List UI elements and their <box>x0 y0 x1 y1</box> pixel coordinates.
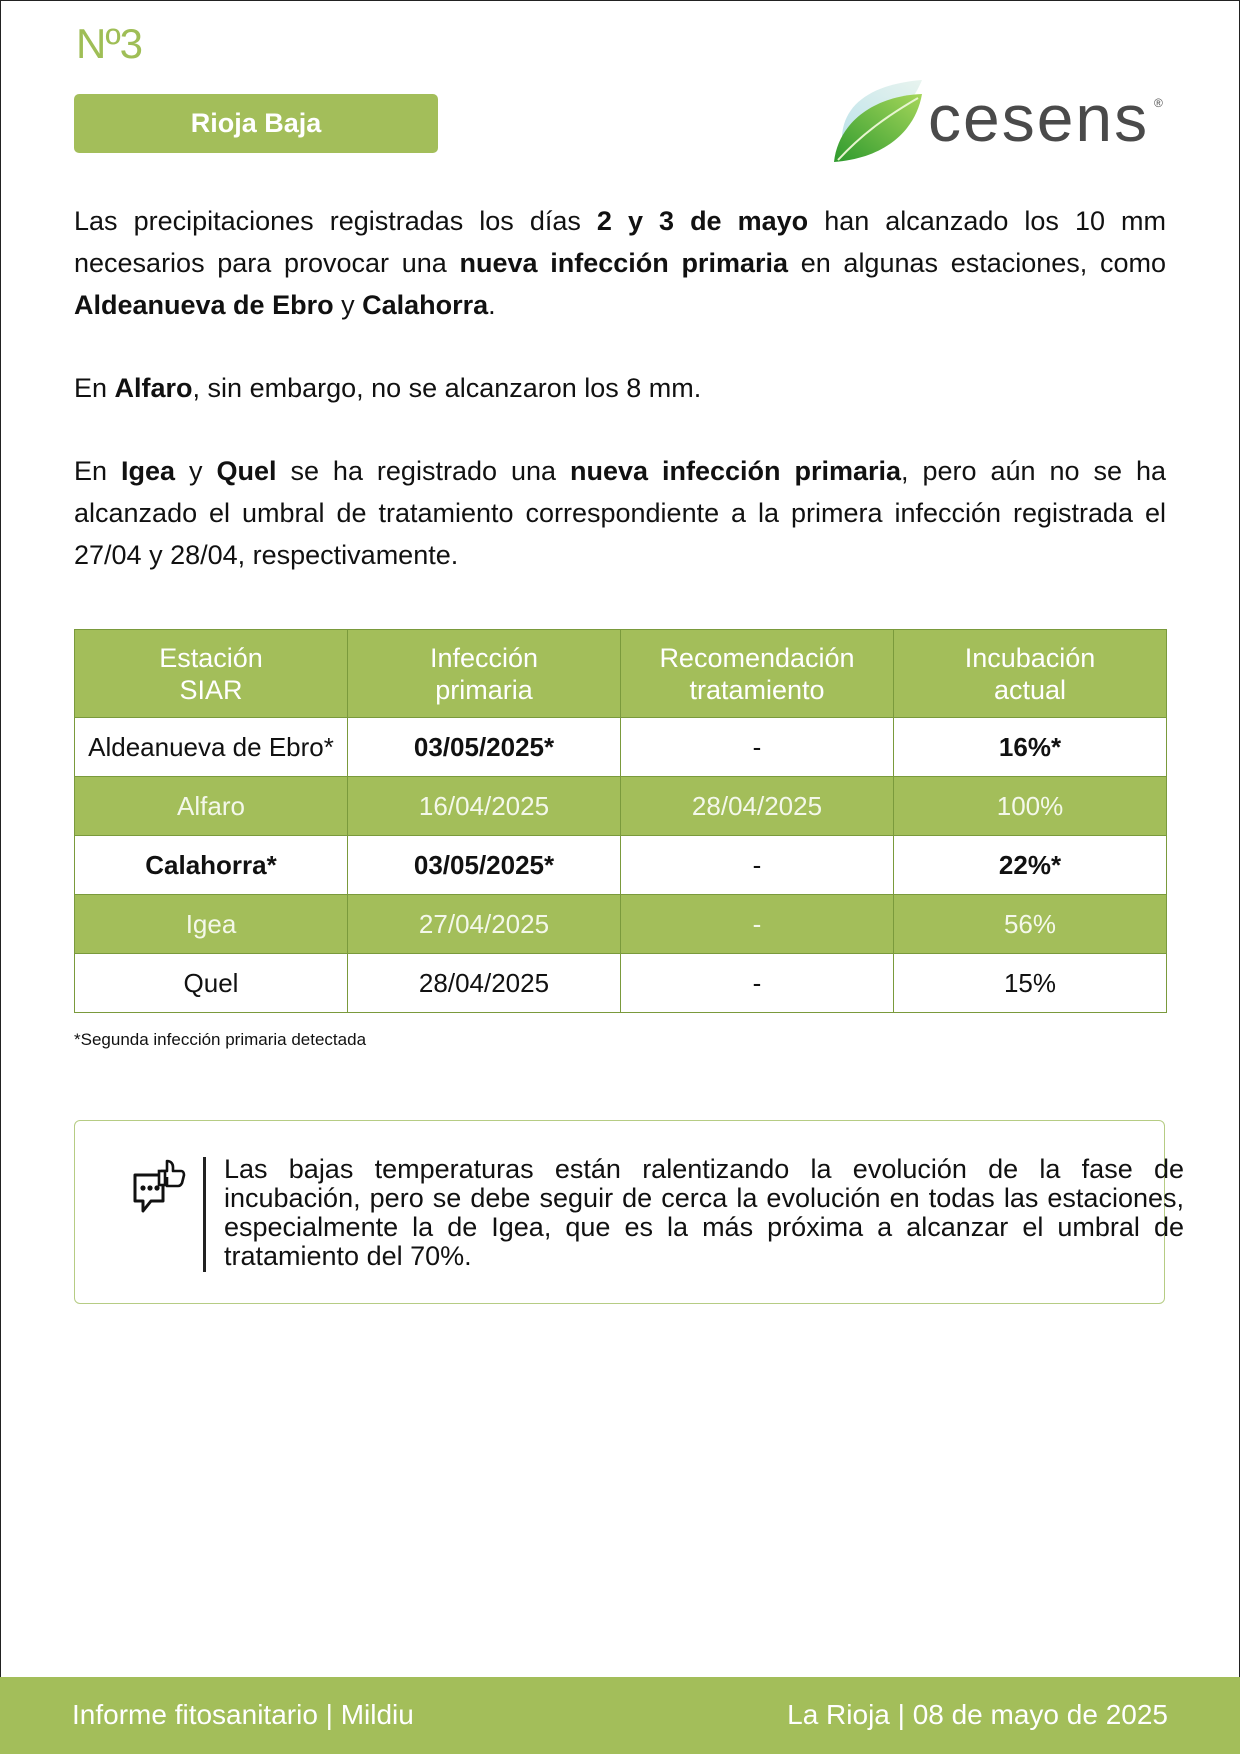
footer-bar <box>0 1677 1240 1754</box>
cell-recomendacion: - <box>621 836 894 895</box>
logo-wordmark: cesens <box>928 81 1150 155</box>
header-estacion: Estación SIAR <box>75 630 348 718</box>
cell-estacion: Alfaro <box>75 777 348 836</box>
header-infeccion: Infección primaria <box>348 630 621 718</box>
header-recomendacion: Recomendación tratamiento <box>621 630 894 718</box>
callout-box <box>74 1120 1184 1304</box>
footer-date: La Rioja | 08 de mayo de 2025 <box>787 1699 1168 1730</box>
chat-thumbs-up-icon <box>131 1157 187 1219</box>
issue-number: Nº3 <box>76 20 143 67</box>
intro-paragraph-2 <box>74 367 1166 409</box>
callout-divider <box>203 1157 206 1272</box>
text-run: . <box>488 290 496 320</box>
region-badge: Rioja Baja <box>74 94 438 153</box>
text-run: Las precipitaciones registradas los días <box>74 206 597 236</box>
table-footnote: *Segunda infección primaria detectada <box>74 1030 367 1049</box>
cell-estacion: Calahorra* <box>75 836 348 895</box>
cell-recomendacion: - <box>621 895 894 954</box>
text-run: En <box>74 373 115 403</box>
bold-text: 2 y 3 de mayo <box>596 206 809 236</box>
table-row <box>75 895 1167 954</box>
bold-text: Alfaro <box>114 373 193 403</box>
bold-text: Aldeanueva de Ebro <box>74 290 334 320</box>
bold-text: Igea <box>121 456 176 486</box>
cell-estacion: Quel <box>75 954 348 1013</box>
text-run: , sin embargo, no se alcanzaron los 8 mm. <box>192 373 702 403</box>
cell-infeccion: 27/04/2025 <box>348 895 621 954</box>
text-run: y <box>333 290 363 320</box>
cell-recomendacion: - <box>621 954 894 1013</box>
cell-incubacion: 100% <box>894 777 1167 836</box>
callout-text: Las bajas temperaturas están ralentizando la evolución de la fase de incubación, pero se debe seguir de cerca la evolución en todas las estaciones, especialmente la de Igea, que es la más próxima a alcanzar el umbral de tratamiento del 70%. <box>224 1154 1184 1271</box>
cell-incubacion: 56% <box>894 895 1167 954</box>
bold-text: nueva infección primaria <box>459 248 788 278</box>
table-header-row <box>75 630 1167 718</box>
bold-text: Quel <box>216 456 277 486</box>
cell-estacion: Igea <box>75 895 348 954</box>
infection-table <box>74 629 1167 1013</box>
intro-paragraph-3 <box>74 450 1166 576</box>
table-row <box>75 954 1167 1013</box>
table-row <box>75 777 1167 836</box>
cell-recomendacion: - <box>621 718 894 777</box>
table-row <box>75 718 1167 777</box>
intro-paragraph-1 <box>74 200 1166 326</box>
cell-estacion: Aldeanueva de Ebro* <box>75 718 348 777</box>
text-run: , pero aún no se ha alcanzado el umbral de tratamiento correspondiente a la primera infección registrada el 27/04 y 28/04, respectivamente. <box>74 456 1167 570</box>
cell-recomendacion: 28/04/2025 <box>621 777 894 836</box>
cell-incubacion: 16%* <box>894 718 1167 777</box>
header-incubacion: Incubación actual <box>894 630 1167 718</box>
text-run: han alcanzado los 10 mm necesarios para provocar una <box>74 206 1166 278</box>
text-run: y <box>175 456 217 486</box>
footer-report-title: Informe fitosanitario | Mildiu <box>72 1699 414 1730</box>
cell-incubacion: 22%* <box>894 836 1167 895</box>
cell-infeccion: 16/04/2025 <box>348 777 621 836</box>
cell-infeccion: 03/05/2025* <box>348 718 621 777</box>
bold-text: Calahorra <box>362 290 489 320</box>
text-run: En <box>74 456 121 486</box>
cell-infeccion: 28/04/2025 <box>348 954 621 1013</box>
text-run: en algunas estaciones, como <box>788 248 1166 278</box>
logo-registered-mark: ® <box>1154 96 1163 110</box>
cesens-logo <box>832 70 1172 170</box>
cell-infeccion: 03/05/2025* <box>348 836 621 895</box>
cell-incubacion: 15% <box>894 954 1167 1013</box>
text-run: se ha registrado una <box>276 456 570 486</box>
bold-text: nueva infección primaria <box>569 456 902 486</box>
leaf-icon <box>832 74 932 164</box>
table-row <box>75 836 1167 895</box>
